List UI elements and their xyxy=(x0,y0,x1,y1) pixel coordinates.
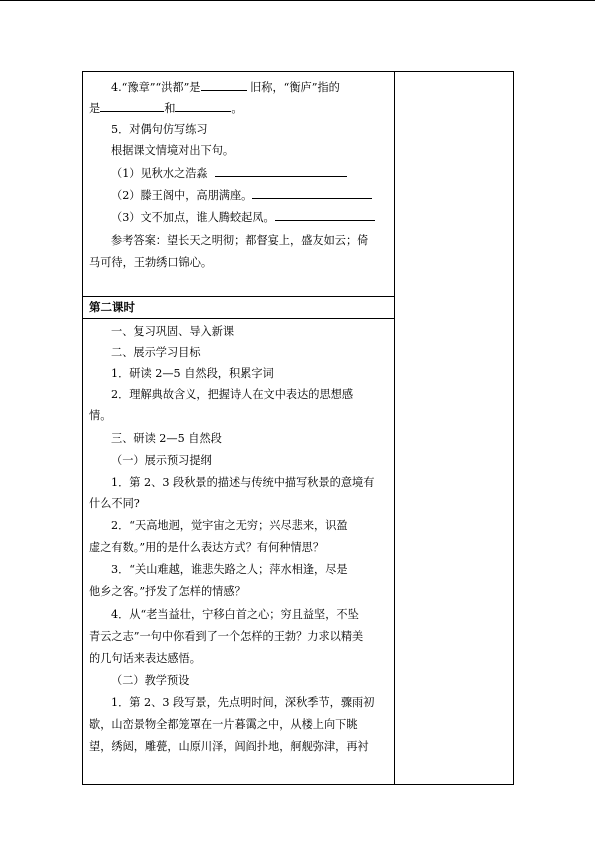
row-divider-heading xyxy=(83,318,394,319)
blank-4 xyxy=(215,165,347,177)
answer-line-1: 参考答案：望长天之明彻；都督宴上，盛友如云；倚 xyxy=(111,234,369,247)
s2-line-cont: 的几句话来表达感悟。 xyxy=(89,652,201,665)
page-top-rule xyxy=(0,0,595,1)
blank-5 xyxy=(252,187,372,199)
s2-line: 1．第 2、3 段写景，先点明时间，深秋季节，骤雨初 xyxy=(111,696,375,709)
blank-6 xyxy=(275,209,375,221)
s2-line-cont: 他乡之客。”抒发了怎样的情感？ xyxy=(89,585,246,598)
question-5-item-2 xyxy=(89,186,391,207)
s2-line: 2．“天高地迥，觉宇宙之无穷；兴尽悲来，识盈 xyxy=(111,519,348,532)
column-divider xyxy=(394,72,395,784)
q4-text-c: 是 xyxy=(89,102,101,115)
s2-line: （一）展示预习提纲 xyxy=(111,454,212,467)
s2-line-cont: 歇，山峦景物全都笼罩在一片暮霭之中，从楼上向下眺 xyxy=(89,718,358,731)
s2-line-cont: 情。 xyxy=(89,409,112,422)
item-1-text: （1）见秋水之浩淼 xyxy=(111,167,208,180)
blank-2 xyxy=(100,100,164,112)
question-5-title: 5．对偶句仿写练习 xyxy=(111,123,208,136)
s2-line: 1．第 2、3 段秋景的描述与传统中描写秋景的意境有 xyxy=(111,476,375,489)
lesson-2-heading: 第二课时 xyxy=(89,300,135,314)
question-4-line-2 xyxy=(89,99,391,120)
s2-line: 4．从“老当益壮，宁移白首之心；穷且益坚，不坠 xyxy=(111,608,359,621)
s2-line-cont: 虚之有数。”用的是什么表达方式？有何种情思？ xyxy=(89,541,325,554)
question-5-item-1 xyxy=(89,164,391,185)
blank-1 xyxy=(201,79,247,91)
q4-text-d: 和 xyxy=(164,102,176,115)
s2-line-cont: 望，绣闼，雕甍，山原川泽，闾阎扑地，舸舰弥津，再衬 xyxy=(89,740,369,753)
q4-text-b: 旧称，“衡庐”指的 xyxy=(250,81,340,94)
q4-text-a: 4.“豫章”“洪都”是 xyxy=(111,81,201,94)
question-4-line-1 xyxy=(89,78,391,99)
s2-line: 一、复习巩固、导入新课 xyxy=(111,325,235,338)
blank-3 xyxy=(175,100,231,112)
s2-line: 2．理解典故含义，把握诗人在文中表达的思想感 xyxy=(111,388,354,401)
s2-line: 二、展示学习目标 xyxy=(111,346,201,359)
item-3-text: （3）文不加点，谁人腾蛟起凤。 xyxy=(111,211,275,224)
s2-line-cont: 什么不同? xyxy=(89,497,140,510)
item-2-text: （2）滕王阁中，高朋满座。 xyxy=(111,189,253,202)
question-5-item-3 xyxy=(89,208,391,229)
s2-line-cont: 青云之志”一句中你看到了一个怎样的王勃？力求以精美 xyxy=(89,630,364,643)
question-5-instruction: 根据课文情境对出下句。 xyxy=(111,144,235,157)
s2-line: 3．“关山难越，谁悲失路之人；萍水相逢，尽是 xyxy=(111,563,348,576)
s2-line: 三、研读 2—5 自然段 xyxy=(111,432,222,445)
answer-line-2: 马可待，王勃绣口锦心。 xyxy=(89,256,213,269)
s2-line: （二）教学预设 xyxy=(111,674,190,687)
s2-line: 1．研读 2—5 自然段，积累字词 xyxy=(111,367,274,380)
q4-text-e: 。 xyxy=(231,102,243,115)
lesson-plan-table xyxy=(82,71,514,785)
